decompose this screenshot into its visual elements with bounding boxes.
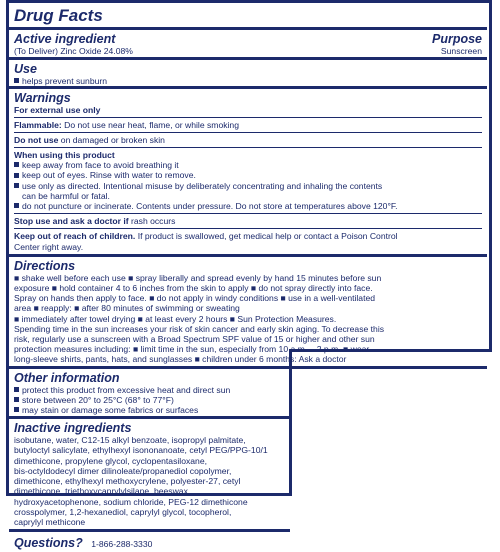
- page-title: Drug Facts: [14, 6, 103, 25]
- ingredient-line: crosspolymer, 1,2-hexanediol, caprylyl glycol, tocopherol,: [14, 506, 232, 517]
- active-heading: Active ingredient: [14, 32, 116, 46]
- ingredient-line: dimethicone, propylene glycol, cyclopentasiloxane,: [14, 455, 207, 466]
- list-item: do not puncture or incinerate. Contents under pressure. Do not store at temperatures above 120°F.: [14, 201, 482, 211]
- directions-line: Spray on hands then apply to face. ■ do not apply in windy conditions ■ use in a well-ventilated: [14, 293, 376, 304]
- purpose-value: Sunscreen: [440, 46, 482, 56]
- ingredient-line: isobutane, water, C12-15 alkyl benzoate, isopropyl palmitate,: [14, 435, 246, 446]
- drug-facts-panel: [6, 0, 492, 551]
- ingredient-line: dimethicone, triethoxycaprylylsilane, beeswax,: [14, 486, 191, 497]
- list-item-continuation: can be harmful or fatal.: [22, 190, 110, 201]
- inactive-ingredients-section: [9, 419, 287, 529]
- flammable-warning: Flammable: Do not use near heat, flame, or while smoking: [14, 119, 239, 130]
- list-item: keep away from face to avoid breathing it: [14, 160, 482, 170]
- directions-line: Spending time in the sun increases your risk of skin cancer and early skin aging. To decrease this: [14, 323, 385, 334]
- do-not-use-warning: Do not use on damaged or broken skin: [14, 134, 165, 145]
- active-ingredient-value: (To Deliver) Zinc Oxide 24.08%: [14, 46, 133, 56]
- directions-line: risk, regularly use a sunscreen with a Broad Spectrum SPF value of 15 or higher and other sun: [14, 334, 375, 345]
- directions-line: area ■ reapply: ■ after 80 minutes of swimming or sweating: [14, 303, 240, 314]
- list-item: keep out of eyes. Rinse with water to remove.: [14, 170, 482, 180]
- list-item: protect this product from excessive heat and direct sun: [14, 385, 282, 395]
- directions-line: protection measures including: ■ limit time in the sun, especially from 10 a.m. – 2 p.m. ■ wear: [14, 344, 370, 355]
- list-item: store between 20° to 25°C (68° to 77°F): [14, 395, 282, 405]
- directions-line: ■ shake well before each use ■ spray liberally and spread evenly by hand 15 minutes before sun: [14, 272, 382, 283]
- stop-use-warning: Stop use and ask a doctor if rash occurs: [14, 216, 176, 227]
- other-info-heading: Other information: [14, 370, 120, 385]
- warnings-heading: Warnings: [14, 91, 71, 106]
- use-section: [9, 60, 487, 86]
- list-item: use only as directed. Intentional misuse by deliberately concentrating and inhaling the contents: [14, 181, 482, 191]
- directions-heading: Directions: [14, 258, 76, 273]
- other-information-section: [9, 369, 287, 417]
- questions-section: [9, 532, 487, 552]
- ingredient-line: hydroxyacetophenone, sodium chloride, PEG-12 dimethicone: [14, 496, 248, 507]
- directions-line: long-sleeve shirts, pants, hats, and sunglasses ■ children under 6 months: Ask a doctor: [14, 354, 347, 365]
- ingredient-line: dimethicone, ethylhexyl methoxycrylene, polyester-27, cetyl: [14, 476, 241, 487]
- questions-label: Questions?: [14, 536, 83, 551]
- directions-line: exposure ■ hold container 4 to 6 inches from the skin to apply ■ do not spray directly into face.: [14, 283, 373, 294]
- directions-section: [9, 257, 487, 366]
- purpose-heading: Purpose: [431, 32, 482, 46]
- use-heading: Use: [14, 62, 37, 77]
- active-ingredient-section: [9, 30, 487, 57]
- when-using-heading: When using this product: [14, 150, 115, 161]
- keep-out-of-reach-warning: Keep out of reach of children. If product is swallowed, get medical help or contact a Poison Control Center right away.: [14, 231, 398, 252]
- ingredient-line: bis-octyldodecyl dimer dilinoleate/propanediol copolymer,: [14, 465, 232, 476]
- phone-number: 1-866-288-3330: [91, 539, 153, 550]
- list-item: may stain or damage some fabrics or surfaces: [14, 405, 282, 415]
- ingredient-line: butyloctyl salicylate, ethylhexyl isononanoate, cetyl PEG/PPG-10/1: [14, 445, 268, 456]
- when-using-section: [9, 148, 487, 213]
- warnings-section: [9, 89, 487, 116]
- list-item: helps prevent sunburn: [14, 76, 482, 86]
- inactive-heading: Inactive ingredients: [14, 421, 132, 436]
- external-use-note: For external use only: [14, 105, 101, 116]
- ingredient-line: caprylyl methicone: [14, 516, 86, 527]
- directions-line: ■ immediately after towel drying ■ at least every 2 hours ■ Sun Protection Measures.: [14, 313, 337, 324]
